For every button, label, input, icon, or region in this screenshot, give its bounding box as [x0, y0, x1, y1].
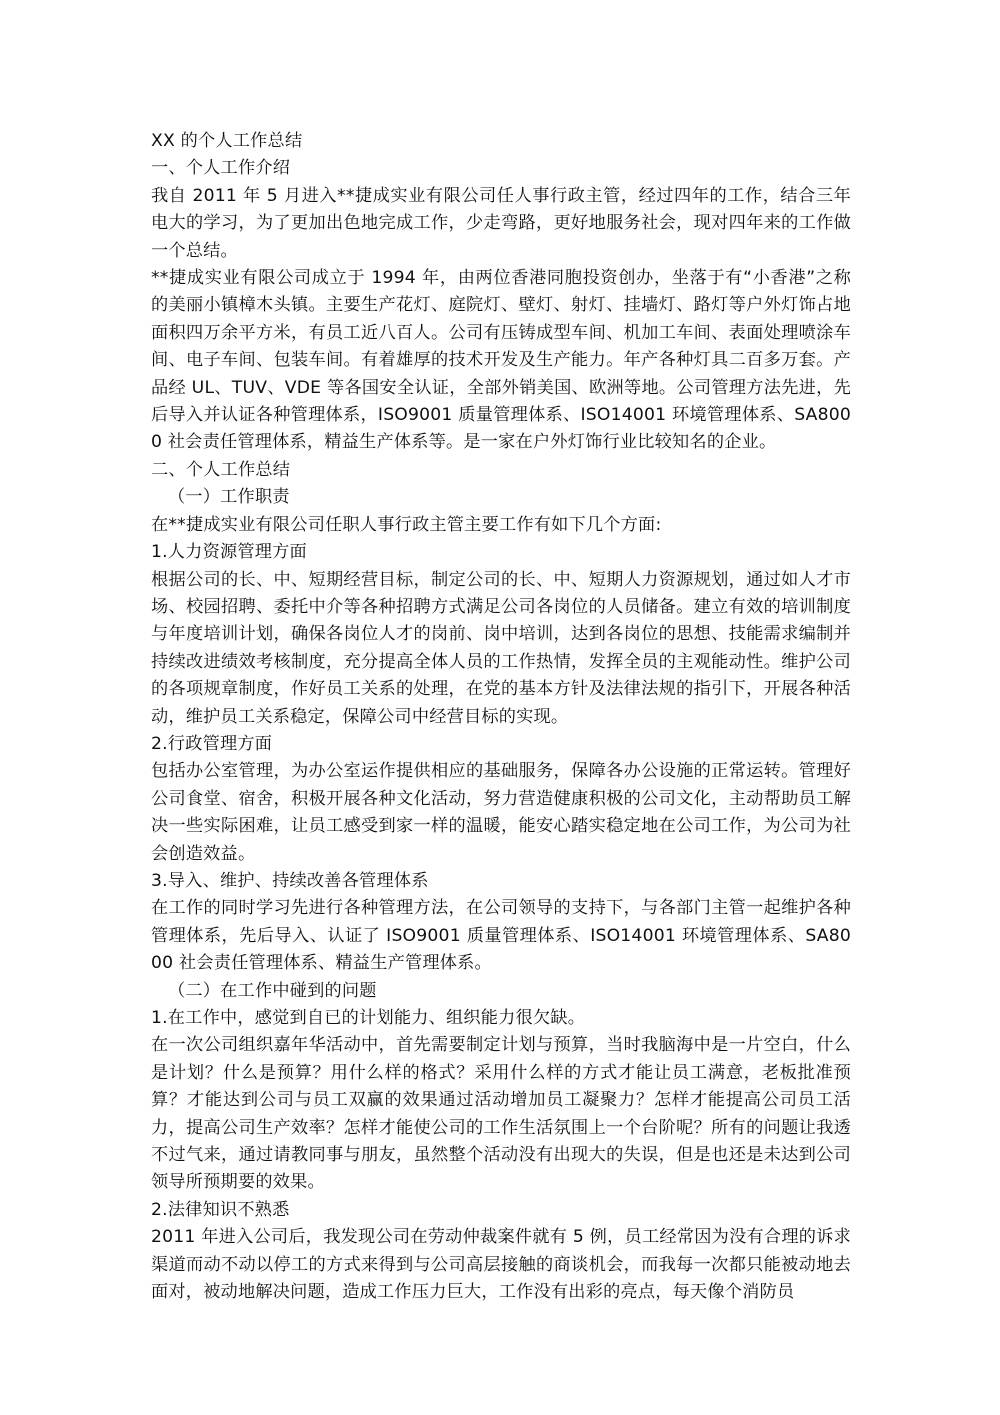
list-heading-admin-management: 2.行政管理方面	[151, 733, 273, 754]
paragraph-admin-management-body: 包括办公室管理，为办公室运作提供相应的基础服务，保障各办公设施的正常运转。管理好公司食堂、宿舍，积极开展各种文化活动，努力营造健康积极的公司文化，主动帮助员工解决一些实际困难，让员工感受到家一样的温暖，能安心踏实稳定地在公司工作，为公司为社会创造效益。	[151, 761, 851, 864]
list-heading-hr-management: 1.人力资源管理方面	[151, 542, 307, 563]
paragraph-duties-lead-in: 在**捷成实业有限公司任职人事行政主管主要工作有如下几个方面:	[151, 514, 662, 535]
document-title: XX 的个人工作总结	[151, 131, 303, 151]
list-heading-legal-knowledge: 2.法律知识不熟悉	[151, 1199, 290, 1220]
paragraph-planning-weakness-body: 在一次公司组织嘉年华活动中，首先需要制定计划与预算，当时我脑海中是一片空白，什么是计划？什么是预算？用什么样的格式？采用什么样的方式才能让员工满意，老板批准预算？才能达到公司与员工双赢的效果通过活动增加员工凝聚力？怎样才能提高公司员工活力，提高公司生产效率？怎样才能使公司的工作生活氛围上一个台阶呢？所有的问题让我透不过气来，通过请教同事与朋友，虽然整个活动没有出现大的失误，但是也还是未达到公司领导所预期要的效果。	[151, 1035, 851, 1193]
section-heading-two: 二、个人工作总结	[151, 459, 291, 480]
subsection-heading-problems: （二）在工作中碰到的问题	[168, 980, 377, 1001]
paragraph-management-systems-body: 在工作的同时学习先进行各种管理方法，在公司领导的支持下，与各部门主管一起维护各种管理体系，先后导入、认证了 ISO9001 质量管理体系、ISO14001 环境管理体系、SA8000 社会责任管理体系、精益生产管理体系。	[151, 898, 851, 974]
paragraph-personal-intro: 我自 2011 年 5 月进入**捷成实业有限公司任人事行政主管，经过四年的工作，结合三年电大的学习，为了更加出色地完成工作，少走弯路，更好地服务社会，现对四年来的工作做一个总结。	[151, 185, 851, 261]
subsection-heading-job-duties: （一）工作职责	[168, 487, 290, 508]
list-heading-management-systems: 3.导入、维护、持续改善各管理体系	[151, 870, 429, 891]
paragraph-company-profile: **捷成实业有限公司成立于 1994 年，由两位香港同胞投资创办，坐落于有“小香港”之称的美丽小镇樟木头镇。主要生产花灯、庭院灯、壁灯、射灯、挂墙灯、路灯等户外灯饰占地面积四万余平方米，有员工近八百人。公司有压铸成型车间、机加工车间、表面处理喷涂车间、电子车间、包装车间。有着雄厚的技术开发及生产能力。年产各种灯具二百多万套。产品经 UL、TUV、VDE 等各国安全认证，全部外销美国、欧洲等地。公司管理方法先进，先后导入并认证各种管理体系，ISO9001 质量管理体系、ISO14001 环境管理体系、SA8000 社会责任管理体系，精益生产体系等。是一家在户外灯饰行业比较知名的企业。	[151, 268, 851, 453]
paragraph-legal-knowledge-body: 2011 年进入公司后，我发现公司在劳动仲裁案件就有 5 例，员工经常因为没有合理的诉求渠道而动不动以停工的方式来得到与公司高层接触的商谈机会，而我每一次都只能被动地去面对，被动地解决问题，造成工作压力巨大，工作没有出彩的亮点，每天像个消防员	[151, 1227, 851, 1303]
document-text-body	[151, 128, 851, 1306]
paragraph-hr-management-body: 根据公司的长、中、短期经营目标，制定公司的长、中、短期人力资源规划，通过如人才市场、校园招聘、委托中介等各种招聘方式满足公司各岗位的人员储备。建立有效的培训制度与年度培训计划，确保各岗位人才的岗前、岗中培训，达到各岗位的思想、技能需求编制并持续改进绩效考核制度，充分提高全体人员的工作热情，发挥全员的主观能动性。维护公司的各项规章制度，作好员工关系的处理，在党的基本方针及法律法规的指引下，开展各种活动，维护员工关系稳定，保障公司中经营目标的实现。	[151, 569, 851, 727]
list-heading-planning-weakness: 1.在工作中，感觉到自已的计划能力、组织能力很欠缺。	[151, 1008, 586, 1028]
section-heading-one: 一、个人工作介绍	[151, 158, 291, 179]
